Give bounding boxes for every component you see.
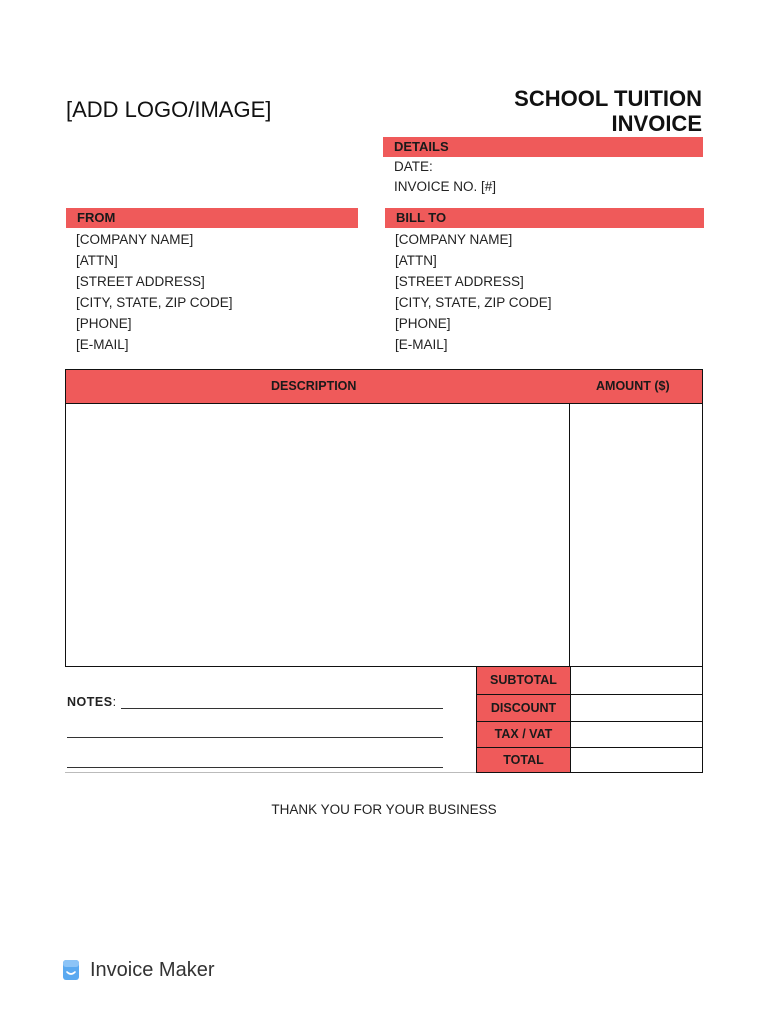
amount-cell[interactable] (570, 403, 702, 666)
from-company-name: [COMPANY NAME] (76, 232, 194, 247)
notes-line-1[interactable] (121, 708, 443, 709)
notes-line-3[interactable] (67, 767, 443, 768)
totals-table (476, 666, 703, 773)
invoice-title-line1: SCHOOL TUITION (514, 86, 702, 111)
from-street-address: [STREET ADDRESS] (76, 274, 205, 289)
amount-column-header: AMOUNT ($) (596, 379, 670, 393)
description-column-header: DESCRIPTION (271, 379, 357, 393)
from-phone: [PHONE] (76, 316, 132, 331)
notes-line-2[interactable] (67, 737, 443, 738)
logo-placeholder: [ADD LOGO/IMAGE] (66, 97, 272, 122)
subtotal-label: SUBTOTAL (477, 667, 570, 695)
notes-bottom-rule (65, 772, 476, 773)
from-email: [E-MAIL] (76, 337, 129, 352)
discount-label: DISCOUNT (477, 695, 570, 722)
details-invoice-no: INVOICE NO. [#] (394, 179, 497, 194)
from-attn: [ATTN] (76, 253, 118, 268)
bill-to-street-address: [STREET ADDRESS] (395, 274, 524, 289)
invoice-title (514, 86, 702, 136)
bill-to-header: BILL TO (385, 208, 704, 228)
bill-to-email: [E-MAIL] (395, 337, 448, 352)
bill-to-city-state-zip: [CITY, STATE, ZIP CODE] (395, 295, 552, 310)
details-date: DATE: (394, 159, 433, 174)
discount-value-cell[interactable] (570, 695, 702, 722)
items-table-body (65, 403, 703, 667)
bill-to-phone: [PHONE] (395, 316, 451, 331)
invoice-maker-icon (62, 959, 80, 981)
details-header: DETAILS (383, 137, 703, 157)
total-value-cell[interactable] (570, 748, 702, 772)
tax-vat-label: TAX / VAT (477, 722, 570, 748)
bill-to-company-name: [COMPANY NAME] (395, 232, 513, 247)
from-header: FROM (66, 208, 358, 228)
total-label: TOTAL (477, 748, 570, 772)
bill-to-address-block (395, 229, 552, 355)
thank-you-message: THANK YOU FOR YOUR BUSINESS (271, 802, 497, 817)
from-city-state-zip: [CITY, STATE, ZIP CODE] (76, 295, 233, 310)
subtotal-value-cell[interactable] (570, 667, 702, 695)
from-address-block (76, 229, 233, 355)
bill-to-attn: [ATTN] (395, 253, 437, 268)
brand-logo (62, 957, 215, 983)
items-table-header (65, 369, 703, 404)
brand-name: Invoice Maker (90, 958, 215, 981)
invoice-title-line2: INVOICE (611, 111, 702, 136)
notes-label: NOTES: (67, 695, 117, 709)
tax-vat-value-cell[interactable] (570, 722, 702, 748)
description-cell[interactable] (66, 403, 569, 666)
